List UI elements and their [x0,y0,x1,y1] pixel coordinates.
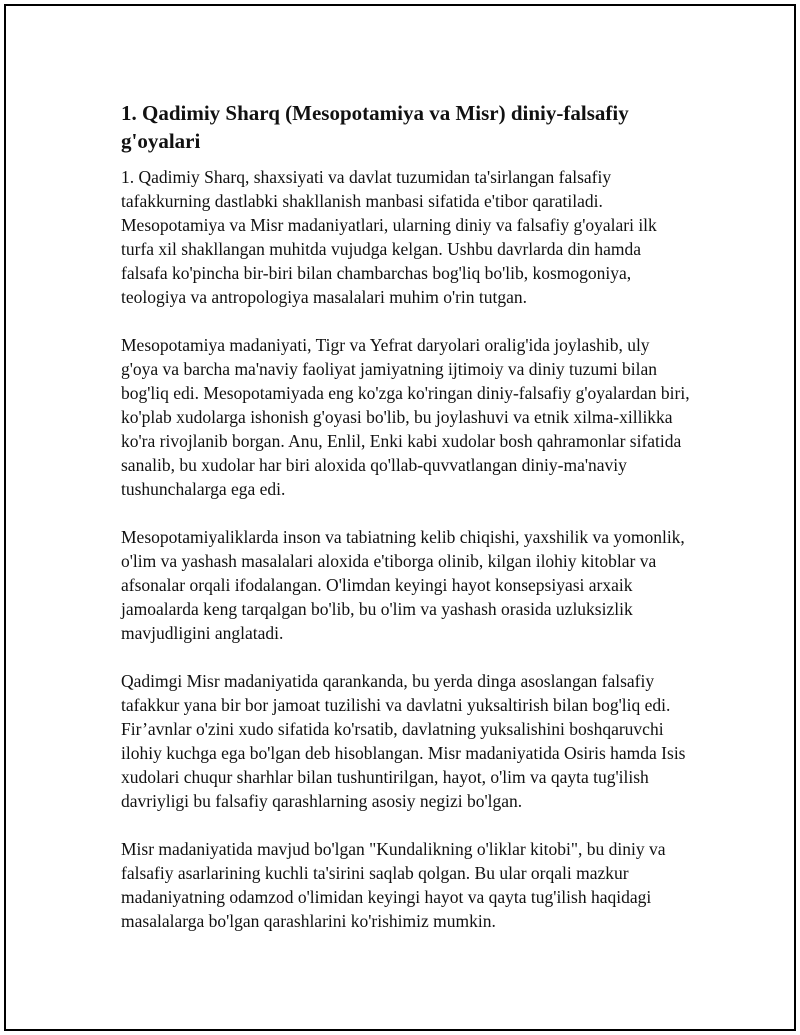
paragraph-1: 1. Qadimiy Sharq, shaxsiyati va davlat tuzumidan ta'sirlangan falsafiy tafakkurning dastlabki shakllanish manbasi sifatida e'tibor qaratiladi. Mesopotamiya va Misr madaniyatlari, ularning diniy va falsafiy g'oyalari ilk turfa xil shakllangan muhitda vujudga kelgan. Ushbu davrlarda din hamda falsafa ko'pincha bir-biri bilan chambarchas bog'liq bo'lib, kosmogoniya, teologiya va antropologiya masalalari muhim o'rin tutgan. [121,167,657,307]
paragraph-3: Mesopotamiyaliklarda inson va tabiatning kelib chiqishi, yaxshilik va yomonlik, o'lim va yashash masalalari aloxida e'tiborga olinib, kilgan ilohiy kitoblar va afsonalar orqali ifodalangan. O'limdan keyingi hayot konsepsiyasi arxaik jamoalarda keng tarqalgan bo'lib, bu o'lim va yashash orasida uzluksizlik mavjudligini anglatadi. [121,527,685,643]
document-body [121,99,691,957]
page-frame [4,4,796,1031]
document-title: 1. Qadimiy Sharq (Mesopotamiya va Misr) diniy-falsafiy g'oyalari [121,101,629,153]
paragraph-2: Mesopotamiya madaniyati, Tigr va Yefrat daryolari oralig'ida joylashib, uly g'oya va barcha ma'naviy faoliyat jamiyatning ijtimoiy va diniy tuzumi bilan bog'liq edi. Mesopotamiyada eng ko'zga ko'ringan diniy-falsafiy g'oyalardan biri, ko'plab xudolarga ishonish g'oyasi bo'lib, bu joylashuvi va etnik xilma-xillikka ko'ra rivojlanib borgan. Anu, Enlil, Enki kabi xudolar bosh qahramonlar sifatida sanalib, bu xudolar har biri aloxida qo'llab-quvvatlangan diniy-ma'naviy tushunchalarga ega edi. [121,335,690,499]
paragraph-5: Misr madaniyatida mavjud bo'lgan "Kundalikning o'liklar kitobi", bu diniy va falsafiy asarlarining kuchli ta'sirini saqlab qolgan. Bu ular orqali mazkur madaniyatning odamzod o'limidan keyingi hayot va qayta tug'ilish haqidagi masalalarga bo'lgan qarashlarini ko'rishimiz mumkin. [121,839,666,931]
paragraph-4: Qadimgi Misr madaniyatida qarankanda, bu yerda dinga asoslangan falsafiy tafakkur yana bir bor jamoat tuzilishi va davlatni yuksaltirish bilan bog'liq edi. Fir’avnlar o'zini xudo sifatida ko'rsatib, davlatning yuksalishini boshqaruvchi ilohiy kuchga ega bo'lgan deb hisoblangan. Misr madaniyatida Osiris hamda Isis xudolari chuqur sharhlar bilan tushuntirilgan, hayot, o'lim va qayta tug'ilish davriyligi bu falsafiy qarashlarning asosiy negizi bo'lgan. [121,671,686,811]
